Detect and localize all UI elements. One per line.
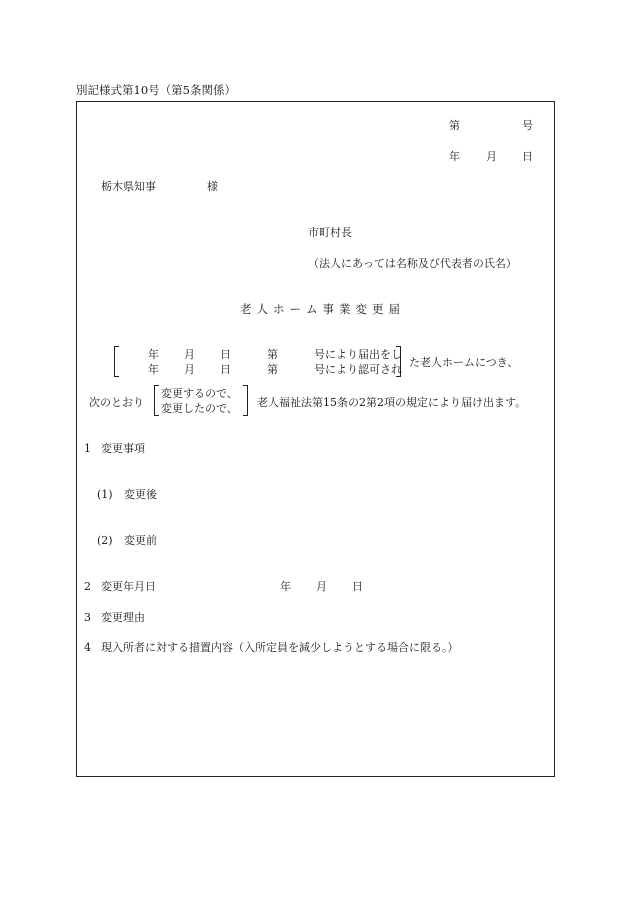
item3-number: 3 <box>84 611 91 624</box>
pre2-go-text: 号により認可され <box>314 363 402 376</box>
sender-title: 市町村長 <box>308 226 352 239</box>
doc-number-dai: 第 <box>449 119 460 132</box>
option-change-did: 変更したので、 <box>161 402 238 415</box>
pre1-month: 月 <box>184 348 195 361</box>
date-year: 年 <box>449 150 460 163</box>
pre2-month: 月 <box>184 363 195 376</box>
item2-month: 月 <box>316 580 327 593</box>
item3-label: 変更理由 <box>101 611 145 624</box>
pre2-year: 年 <box>148 363 159 376</box>
sub2-number: (2) <box>97 534 113 547</box>
pre1-go-text: 号により届出をし <box>314 348 402 361</box>
doc-number-go: 号 <box>522 119 533 132</box>
pre-line3-prefix: 次のとおり <box>89 396 144 409</box>
bracket-left-2 <box>154 385 159 416</box>
item2-number: 2 <box>84 580 91 593</box>
item2-year: 年 <box>280 580 291 593</box>
item1-label: 変更事項 <box>101 442 145 455</box>
bracket-left-1 <box>114 346 119 377</box>
addressee-name: 栃木県知事 <box>101 180 156 193</box>
item1-number: 1 <box>84 442 91 455</box>
pre1-dai: 第 <box>267 348 278 361</box>
form-frame <box>76 101 555 777</box>
item2-day: 日 <box>352 580 363 593</box>
pre-line1-suffix: た老人ホームにつき、 <box>409 356 519 369</box>
sub1-label: 変更後 <box>124 488 157 501</box>
pre2-dai: 第 <box>267 363 278 376</box>
date-month: 月 <box>486 150 497 163</box>
pre1-day: 日 <box>220 348 231 361</box>
option-change-will: 変更するので、 <box>161 387 238 400</box>
sender-note: （法人にあっては名称及び代表者の氏名） <box>308 257 517 270</box>
date-day: 日 <box>522 150 533 163</box>
bracket-right-2 <box>243 385 248 416</box>
addressee-sama: 様 <box>207 180 218 193</box>
sub1-number: (1) <box>97 488 113 501</box>
item2-label: 変更年月日 <box>101 580 156 593</box>
document-title: 老人ホーム事業変更届 <box>240 302 405 316</box>
pre2-day: 日 <box>220 363 231 376</box>
sub2-label: 変更前 <box>124 534 157 547</box>
pre1-year: 年 <box>148 348 159 361</box>
pre-line3-suffix: 老人福祉法第15条の2第2項の規定により届け出ます。 <box>257 396 527 409</box>
item4-number: 4 <box>84 641 91 654</box>
item4-label: 現入所者に対する措置内容（入所定員を減少しようとする場合に限る。） <box>101 641 459 654</box>
form-label: 別記様式第10号（第5条関係） <box>76 83 236 97</box>
